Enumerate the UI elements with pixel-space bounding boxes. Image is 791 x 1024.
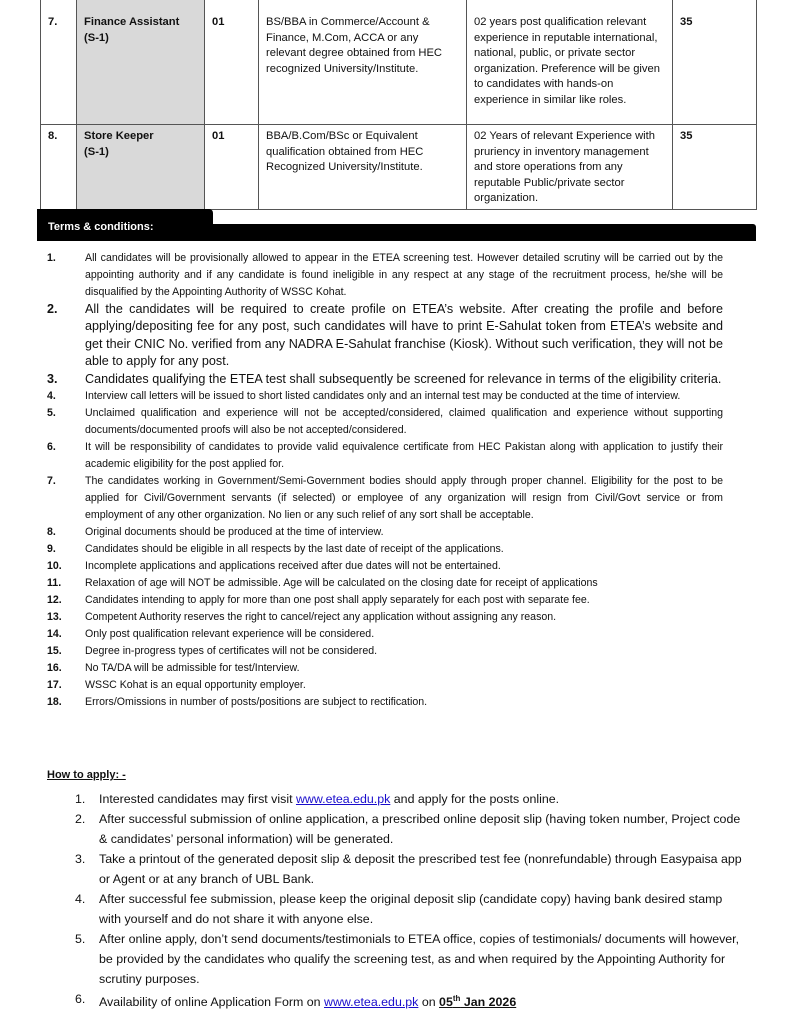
- step-number: 2.: [75, 812, 86, 826]
- apply-step: [75, 789, 747, 809]
- term-number: 15.: [47, 645, 62, 658]
- term-text: It will be responsibility of candidates to provide valid equivalence certificate from HEC Pakistan along with application to justify their academic eligibility for the post applied for.: [85, 441, 723, 471]
- terms-list: [47, 250, 723, 711]
- term-number: 9.: [47, 543, 56, 556]
- term-number: 17.: [47, 679, 62, 692]
- step-number: 6.: [75, 992, 86, 1006]
- apply-step: [75, 989, 747, 1012]
- step-text-part: Interested candidates may first visit: [99, 792, 296, 806]
- terms-heading: Terms & conditions:: [48, 221, 154, 233]
- apply-step: [75, 929, 747, 989]
- post-scale: (S-1): [84, 31, 109, 44]
- term-item: [47, 558, 723, 575]
- term-item: [47, 694, 723, 711]
- step-number: 1.: [75, 792, 86, 806]
- term-item: [47, 660, 723, 677]
- term-item: [47, 301, 723, 371]
- term-number: 8.: [47, 526, 56, 539]
- table-row: [41, 125, 757, 210]
- jobs-table: [40, 0, 757, 210]
- step-text: [99, 989, 747, 1012]
- date-month-year: Jan 2026: [460, 995, 517, 1010]
- term-item: [47, 473, 723, 524]
- term-text: Interview call letters will be issued to short listed candidates only and an internal test may be conducted at the time of interview.: [85, 390, 681, 403]
- step-number: 3.: [75, 852, 86, 866]
- term-number: 12.: [47, 594, 62, 607]
- number-of-posts: 01: [205, 125, 259, 210]
- how-to-apply-heading: How to apply: -: [47, 769, 126, 781]
- table-row: [41, 0, 757, 125]
- term-number: 7.: [47, 475, 56, 488]
- step-text: After successful fee submission, please keep the original deposit slip (candidate copy) having bank desired stamp with yourself and do not share it with anyone else.: [99, 892, 723, 926]
- age-limit: 35: [673, 125, 757, 210]
- term-item: [47, 250, 723, 301]
- terms-header-bar: [37, 209, 756, 241]
- term-text: Candidates should be eligible in all respects by the last date of receipt of the applications.: [85, 543, 504, 556]
- qualification: BBA/B.Com/BSc or Equivalent qualification obtained from HEC Recognized University/Institute.: [259, 125, 467, 210]
- term-item: [47, 405, 723, 439]
- how-to-apply-section: [47, 769, 747, 1012]
- term-text: No TA/DA will be admissible for test/Interview.: [85, 662, 300, 675]
- date-suffix: th: [452, 994, 461, 1003]
- etea-website-link[interactable]: www.etea.edu.pk: [324, 995, 419, 1010]
- term-item: [47, 609, 723, 626]
- term-text: Candidates qualifying the ETEA test shall subsequently be screened for relevance in terms of the eligibility criteria.: [85, 371, 722, 386]
- step-text-part: on: [418, 995, 440, 1010]
- term-text: Candidates intending to apply for more than one post shall apply separately for each post with separate fee.: [85, 594, 590, 607]
- serial-number: 8.: [41, 125, 77, 210]
- term-item: [47, 371, 723, 388]
- term-item: [47, 388, 723, 405]
- term-text: Original documents should be produced at the time of interview.: [85, 526, 384, 539]
- term-text: Errors/Omissions in number of posts/positions are subject to rectification.: [85, 696, 428, 709]
- serial-number: 7.: [41, 0, 77, 125]
- post-title: Store Keeper: [84, 130, 154, 142]
- term-text: Relaxation of age will NOT be admissible. Age will be calculated on the closing date for receipt of applications: [85, 577, 598, 590]
- availability-date: [439, 995, 516, 1009]
- term-text: The candidates working in Government/Semi-Government bodies should apply through proper channel. Eligibility for the post to be applied for Civil/Government servants (if selected) or employee of any organization will resign from Civil/Govt service or from employment of any other organization. No lien or any such relief of any sort shall be acceptable.: [85, 475, 723, 522]
- term-number: 16.: [47, 662, 62, 675]
- post-scale: (S-1): [84, 145, 109, 158]
- qualification: BS/BBA in Commerce/Account & Finance, M.Com, ACCA or any relevant degree obtained from HEC recognized University/Institute.: [259, 0, 467, 125]
- post-title: Finance Assistant: [84, 16, 180, 28]
- term-number: 1.: [47, 252, 56, 264]
- term-text: Competent Authority reserves the right to cancel/reject any application without assigning any reason.: [85, 611, 557, 624]
- apply-step: [75, 889, 747, 929]
- step-number: 5.: [75, 932, 86, 946]
- term-item: [47, 643, 723, 660]
- term-number: 5.: [47, 407, 56, 420]
- step-text: [99, 789, 747, 809]
- step-number: 4.: [75, 892, 86, 906]
- apply-step: [75, 809, 747, 849]
- term-number: 2.: [47, 302, 58, 316]
- etea-website-link[interactable]: www.etea.edu.pk: [295, 792, 391, 806]
- term-item: [47, 541, 723, 558]
- date-day: 05: [439, 995, 453, 1010]
- term-text: Only post qualification relevant experience will be considered.: [85, 628, 375, 641]
- term-number: 6.: [47, 441, 56, 454]
- step-text: Take a printout of the generated deposit slip & deposit the prescribed test fee (nonrefundable) through Easypaisa app or Agent or at any branch of UBL Bank.: [99, 852, 742, 886]
- term-text: Incomplete applications and applications received after due dates will not be entertained.: [85, 560, 501, 573]
- step-text: After successful submission of online application, a prescribed online deposit slip (having token number, Project code & candidates’ personal information) will be generated.: [99, 812, 741, 846]
- number-of-posts: 01: [205, 0, 259, 125]
- term-number: 4.: [47, 390, 56, 403]
- term-item: [47, 439, 723, 473]
- term-item: [47, 626, 723, 643]
- step-text-part: Availability of online Application Form on: [99, 995, 324, 1010]
- term-item: [47, 677, 723, 694]
- step-text-part: and apply for the posts online.: [390, 792, 560, 806]
- age-limit: 35: [673, 0, 757, 125]
- post-name-cell: [77, 0, 205, 125]
- term-number: 10.: [47, 560, 62, 573]
- term-number: 14.: [47, 628, 62, 641]
- term-number: 13.: [47, 611, 62, 624]
- apply-step: [75, 849, 747, 889]
- term-text: All candidates will be provisionally allowed to appear in the ETEA screening test. However detailed scrutiny will be carried out by the appointing authority and if any candidate is found ineligible in any respect at any stage of the recruitment process, he/she will be disqualified by the Appointing Authority of WSSC Kohat.: [85, 252, 723, 298]
- post-name-cell: [77, 125, 205, 210]
- term-item: [47, 575, 723, 592]
- term-text: Unclaimed qualification and experience will not be accepted/considered, claimed qualification and experience without supporting documents/documented proofs will also be not accepted/considered.: [85, 407, 723, 437]
- term-text: WSSC Kohat is an equal opportunity employer.: [85, 679, 306, 692]
- term-item: [47, 592, 723, 609]
- term-item: [47, 524, 723, 541]
- term-number: 11.: [47, 577, 62, 590]
- apply-steps-list: [47, 789, 747, 1012]
- term-number: 18.: [47, 696, 62, 709]
- term-text: Degree in-progress types of certificates will not be considered.: [85, 645, 378, 658]
- experience: 02 Years of relevant Experience with pruriency in inventory management and store operations from any reputable Public/private sector organization.: [467, 125, 673, 210]
- term-number: 3.: [47, 371, 58, 386]
- term-text: All the candidates will be required to create profile on ETEA’s website. After creating the profile and before applying/depositing fee for any post, such candidates will have to print E-Sahulat token from ETEA’s website and get their CNIC No. verified from any NADRA E-Sahulat franchise (Kiosk). Without such verification, they will not be able to apply for any post.: [85, 302, 723, 369]
- step-text: After online apply, don’t send documents/testimonials to ETEA office, copies of testimonials/ documents will however, be provided by the candidates who qualify the screening test, as and when required by the Appointing Authority for scrutiny purposes.: [99, 932, 740, 986]
- experience: 02 years post qualification relevant experience in reputable international, national, public, or private sector organization. Preference will be given to candidates with hands-on experience in similar like roles.: [467, 0, 673, 125]
